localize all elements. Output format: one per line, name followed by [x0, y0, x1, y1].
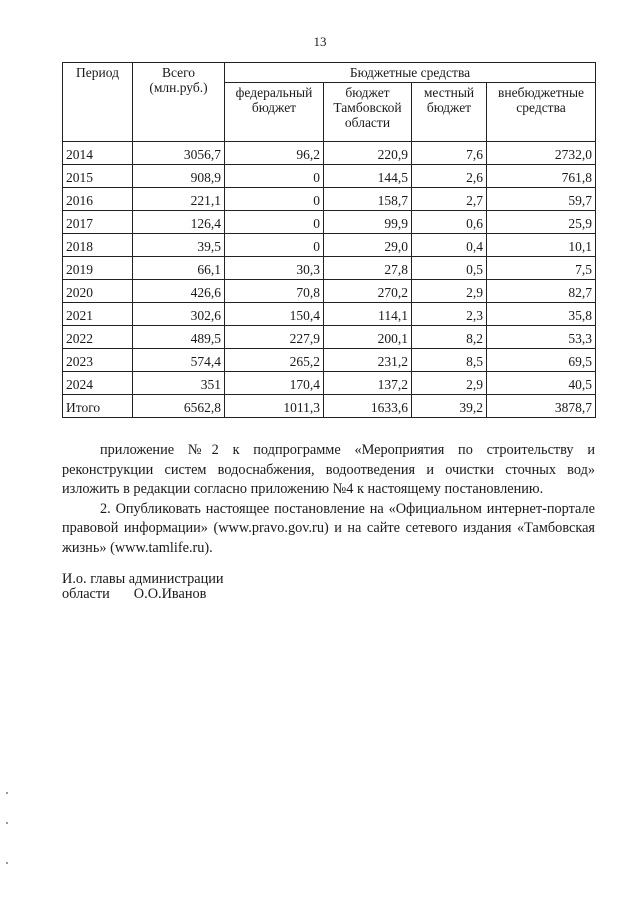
- cell-total: 39,5: [133, 234, 225, 257]
- cell-period: 2014: [63, 142, 133, 165]
- cell-local: 0,4: [412, 234, 487, 257]
- cell-extrabudgetary: 2732,0: [487, 142, 596, 165]
- cell-total: 6562,8: [133, 395, 225, 418]
- cell-extrabudgetary: 10,1: [487, 234, 596, 257]
- paragraph-appendix: приложение №2 к подпрограмме «Мероприятия по строительству и реконструкции систем водоснабжения, водоотведения и очистки сточных вод» изложить в редакции согласно приложению №4 к настоящему постановлению.: [62, 442, 595, 497]
- cell-regional: 220,9: [324, 142, 412, 165]
- cell-period: 2017: [63, 211, 133, 234]
- cell-period: 2019: [63, 257, 133, 280]
- cell-period: 2020: [63, 280, 133, 303]
- header-extrabudgetary: внебюджетные средства: [487, 83, 596, 142]
- body-text: [62, 441, 595, 558]
- table-row: [63, 257, 596, 280]
- page-number: 13: [313, 34, 327, 49]
- budget-table: [62, 62, 596, 418]
- cell-federal: 227,9: [225, 326, 324, 349]
- cell-local: 0,6: [412, 211, 487, 234]
- table-body: [63, 142, 596, 418]
- table-row: [63, 234, 596, 257]
- cell-total: 126,4: [133, 211, 225, 234]
- cell-total: 3056,7: [133, 142, 225, 165]
- header-regional: бюджет Тамбовской области: [324, 83, 412, 142]
- cell-period: 2022: [63, 326, 133, 349]
- table-row: [63, 303, 596, 326]
- cell-regional: 27,8: [324, 257, 412, 280]
- paragraph-publish: 2. Опубликовать настоящее постановление на «Официальном интернет-портале правовой информации» (www.pravo.gov.ru) и на сайте сетевого издания «Тамбовская жизнь» (www.tamlife.ru).: [62, 500, 595, 556]
- cell-local: 0,5: [412, 257, 487, 280]
- cell-period: Итого: [63, 395, 133, 418]
- cell-federal: 170,4: [225, 372, 324, 395]
- cell-regional: 158,7: [324, 188, 412, 211]
- cell-extrabudgetary: 761,8: [487, 165, 596, 188]
- cell-regional: 99,9: [324, 211, 412, 234]
- cell-local: 39,2: [412, 395, 487, 418]
- cell-extrabudgetary: 82,7: [487, 280, 596, 303]
- cell-regional: 231,2: [324, 349, 412, 372]
- cell-regional: 114,1: [324, 303, 412, 326]
- table-row: [63, 280, 596, 303]
- signature-role: области: [62, 586, 110, 602]
- cell-local: 2,3: [412, 303, 487, 326]
- cell-federal: 70,8: [225, 280, 324, 303]
- cell-regional: 200,1: [324, 326, 412, 349]
- cell-extrabudgetary: 69,5: [487, 349, 596, 372]
- cell-extrabudgetary: 59,7: [487, 188, 596, 211]
- cell-federal: 96,2: [225, 142, 324, 165]
- cell-total: 574,4: [133, 349, 225, 372]
- table-row: [63, 165, 596, 188]
- cell-local: 7,6: [412, 142, 487, 165]
- cell-period: 2021: [63, 303, 133, 326]
- cell-total: 66,1: [133, 257, 225, 280]
- signature-block: [62, 572, 224, 602]
- signature-name: О.О.Иванов: [133, 586, 207, 602]
- cell-local: 2,9: [412, 280, 487, 303]
- cell-local: 2,9: [412, 372, 487, 395]
- signature-line: [62, 587, 224, 602]
- cell-extrabudgetary: 53,3: [487, 326, 596, 349]
- cell-total: 489,5: [133, 326, 225, 349]
- table-row: [63, 142, 596, 165]
- cell-federal: 265,2: [225, 349, 324, 372]
- table-row: [63, 395, 596, 418]
- table-row: [63, 211, 596, 234]
- cell-federal: 0: [225, 211, 324, 234]
- table-row: [63, 372, 596, 395]
- cell-total: 908,9: [133, 165, 225, 188]
- header-federal: федеральный бюджет: [225, 83, 324, 142]
- cell-period: 2016: [63, 188, 133, 211]
- cell-regional: 1633,6: [324, 395, 412, 418]
- header-budget-group: Бюджетные средства: [225, 63, 596, 83]
- cell-regional: 29,0: [324, 234, 412, 257]
- table-row: [63, 349, 596, 372]
- cell-extrabudgetary: 25,9: [487, 211, 596, 234]
- header-period: Период: [63, 63, 133, 142]
- cell-federal: 0: [225, 165, 324, 188]
- cell-federal: 0: [225, 188, 324, 211]
- signature-title: И.о. главы администрации: [62, 571, 224, 587]
- cell-federal: 30,3: [225, 257, 324, 280]
- cell-total: 426,6: [133, 280, 225, 303]
- cell-federal: 0: [225, 234, 324, 257]
- header-local: местный бюджет: [412, 83, 487, 142]
- cell-federal: 1011,3: [225, 395, 324, 418]
- cell-local: 8,2: [412, 326, 487, 349]
- cell-extrabudgetary: 7,5: [487, 257, 596, 280]
- cell-extrabudgetary: 40,5: [487, 372, 596, 395]
- cell-extrabudgetary: 3878,7: [487, 395, 596, 418]
- cell-total: 302,6: [133, 303, 225, 326]
- cell-local: 8,5: [412, 349, 487, 372]
- cell-period: 2023: [63, 349, 133, 372]
- margin-mark: [6, 822, 8, 824]
- cell-total: 351: [133, 372, 225, 395]
- cell-regional: 137,2: [324, 372, 412, 395]
- cell-regional: 270,2: [324, 280, 412, 303]
- cell-local: 2,6: [412, 165, 487, 188]
- cell-period: 2018: [63, 234, 133, 257]
- table-row: [63, 188, 596, 211]
- margin-mark: [6, 862, 8, 864]
- cell-period: 2024: [63, 372, 133, 395]
- cell-extrabudgetary: 35,8: [487, 303, 596, 326]
- cell-regional: 144,5: [324, 165, 412, 188]
- cell-total: 221,1: [133, 188, 225, 211]
- header-total: Всего (млн.руб.): [133, 63, 225, 142]
- table-row: [63, 326, 596, 349]
- cell-federal: 150,4: [225, 303, 324, 326]
- margin-mark: [6, 792, 8, 794]
- cell-period: 2015: [63, 165, 133, 188]
- cell-local: 2,7: [412, 188, 487, 211]
